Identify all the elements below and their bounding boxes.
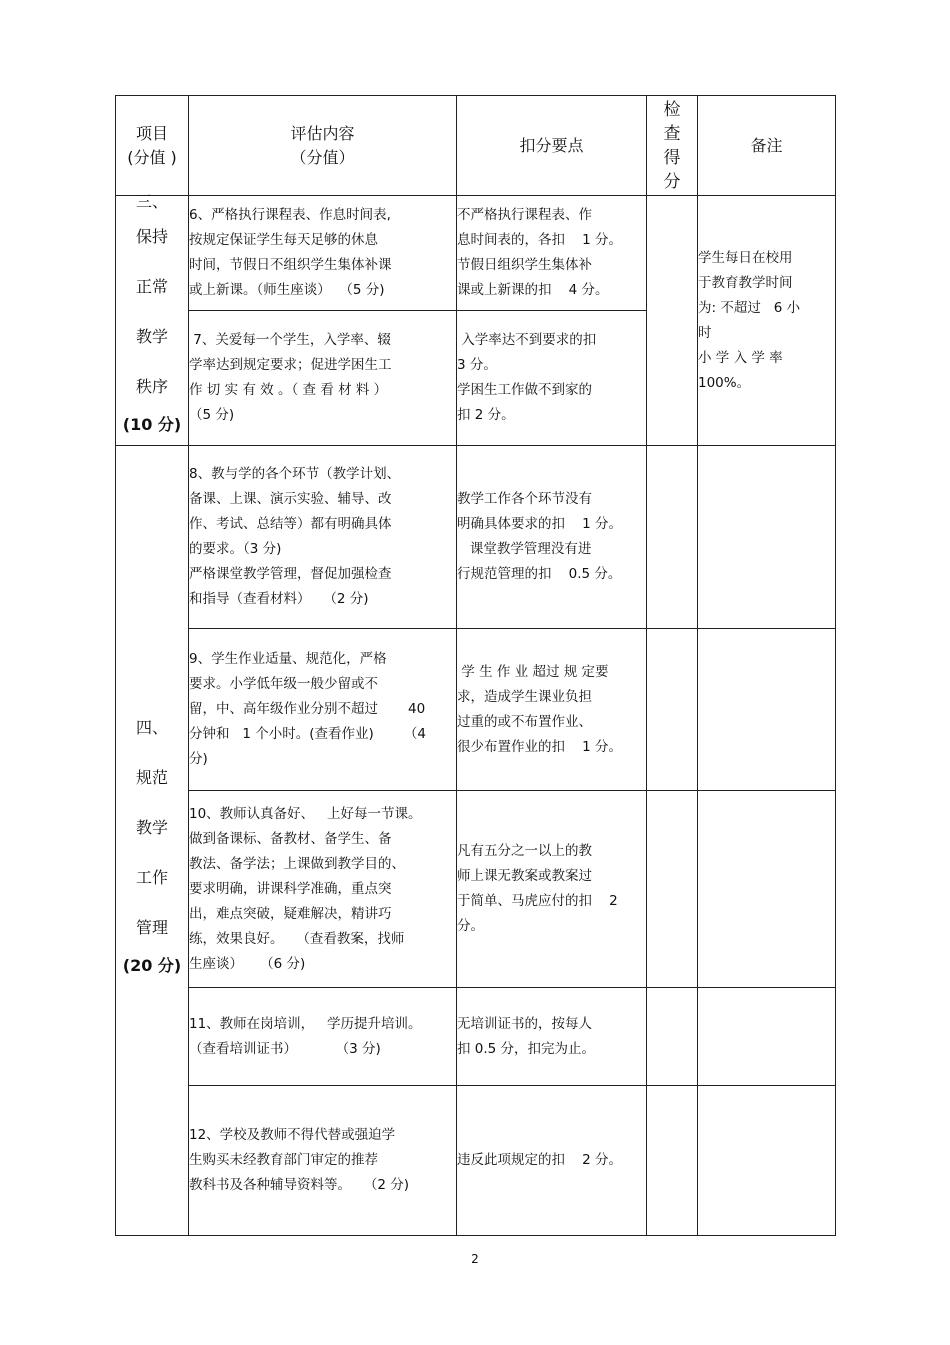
- check-score-cell: [647, 988, 698, 1086]
- content-cell: 10、教师认真备好、 上好每一节课。 做到备课标、备教材、备学生、备 教法、备学法；上课做到教学目的、 要求明确，讲课科学准确，重点突 出，难点突破，疑难解决，精讲巧 练，效果良好。 （查看教案，找师 生座谈） （6 分): [189, 791, 457, 988]
- table-row: [116, 988, 836, 1086]
- deduction-cell: 学 生 作 业 超过 规 定要 求，造成学生课业负担 过重的或不布置作业、 很少布置作业的扣 1 分。: [457, 629, 647, 791]
- note-cell: [698, 791, 836, 988]
- deduction-cell: 入学率达不到要求的扣 3 分。 学困生工作做不到家的 扣 2 分。: [457, 311, 647, 446]
- header-content-label: 评估内容: [290, 123, 355, 143]
- content-cell: 7、关爱每一个学生，入学率、辍 学率达到规定要求；促进学困生工 作 切 实 有 效 。（ 查 看 材 料 ） （5 分): [189, 311, 457, 446]
- header-content-cell: [189, 96, 457, 196]
- section3-line: 秩序: [135, 376, 168, 396]
- section4-line: 四、: [135, 717, 168, 737]
- table-row: [116, 196, 836, 311]
- note-cell: [698, 446, 836, 629]
- content-cell: 9、学生作业适量、规范化，严格 要求。小学低年级一般少留或不 留，中、高年级作业分别不超过 40 分钟和 1 个小时。(查看作业) （4 分): [189, 629, 457, 791]
- deduction-cell: 教学工作各个环节没有 明确具体要求的扣 1 分。 课堂教学管理没有进 行规范管理的扣 0.5 分。: [457, 446, 647, 629]
- section4-line: 规范: [135, 767, 168, 787]
- header-content-score: （分值）: [290, 147, 355, 167]
- table-row: [116, 791, 836, 988]
- check-score-cell: [647, 791, 698, 988]
- note-cell: [698, 988, 836, 1086]
- section3-line: 保持: [135, 226, 168, 246]
- header-item-cell: [116, 96, 189, 196]
- check-score-cell: [647, 629, 698, 791]
- evaluation-table: [115, 95, 836, 1236]
- section3-score: (10 分): [122, 414, 182, 434]
- header-item-label: 项目: [135, 123, 168, 143]
- page-number: 2: [471, 1252, 479, 1266]
- section3-title-cell: [116, 191, 189, 446]
- section3-line: 教学: [135, 326, 168, 346]
- section4-line: 工作: [135, 867, 168, 887]
- header-deduction-label: 扣分要点: [519, 135, 584, 155]
- table-row: [116, 629, 836, 791]
- header-note-cell: [698, 96, 836, 196]
- table-row: [116, 446, 836, 629]
- content-cell: 12、学校及教师不得代替或强迫学 生购买未经教育部门审定的推荐 教科书及各种辅导资料等。 （2 分): [189, 1086, 457, 1236]
- table-row: [116, 1086, 836, 1236]
- check-score-cell: [647, 1086, 698, 1236]
- note-cell: [698, 1086, 836, 1236]
- header-check-label: 检查得分: [663, 99, 681, 192]
- check-score-cell: [647, 196, 698, 446]
- note-cell: [698, 629, 836, 791]
- header-check-cell: [647, 96, 698, 196]
- deduction-cell: 不严格执行课程表、作 息时间表的，各扣 1 分。 节假日组织学生集体补 课或上新课的扣 4 分。: [457, 196, 647, 311]
- header-item-score: (分值 ): [127, 147, 177, 167]
- deduction-cell: 凡有五分之一以上的教 师上课无教案或教案过 于简单、马虎应付的扣 2 分。: [457, 791, 647, 988]
- section4-score: (20 分): [122, 955, 182, 975]
- header-deduction-cell: [457, 96, 647, 196]
- content-cell: 11、教师在岗培训， 学历提升培训。 （查看培训证书） （3 分): [189, 988, 457, 1086]
- content-cell: 6、严格执行课程表、作息时间表, 按规定保证学生每天足够的休息 时间，节假日不组织学生集体补课 或上新课。（师生座谈） （5 分): [189, 196, 457, 311]
- content-cell: 8、教与学的各个环节（教学计划、 备课、上课、演示实验、辅导、改 作、考试、总结等）都有明确具体 的要求。（3 分) 严格课堂教学管理，督促加强检查 和指导（查看材料） （2 分): [189, 446, 457, 629]
- section3-note-cell: 学生每日在校用 于教育教学时间 为: 不超过 6 小 时 小 学 入 学 率 100%。: [698, 196, 836, 446]
- section4-line: 管理: [135, 917, 168, 937]
- section4-line: 教学: [135, 817, 168, 837]
- section3-line: 正常: [135, 276, 168, 296]
- deduction-cell: 违反此项规定的扣 2 分。: [457, 1086, 647, 1236]
- deduction-cell: 无培训证书的，按每人 扣 0.5 分，扣完为止。: [457, 988, 647, 1086]
- header-row: [116, 96, 836, 196]
- check-score-cell: [647, 446, 698, 629]
- section3-line: 三、: [135, 191, 168, 211]
- section4-title-cell: [116, 446, 189, 1236]
- header-note-label: 备注: [750, 135, 783, 155]
